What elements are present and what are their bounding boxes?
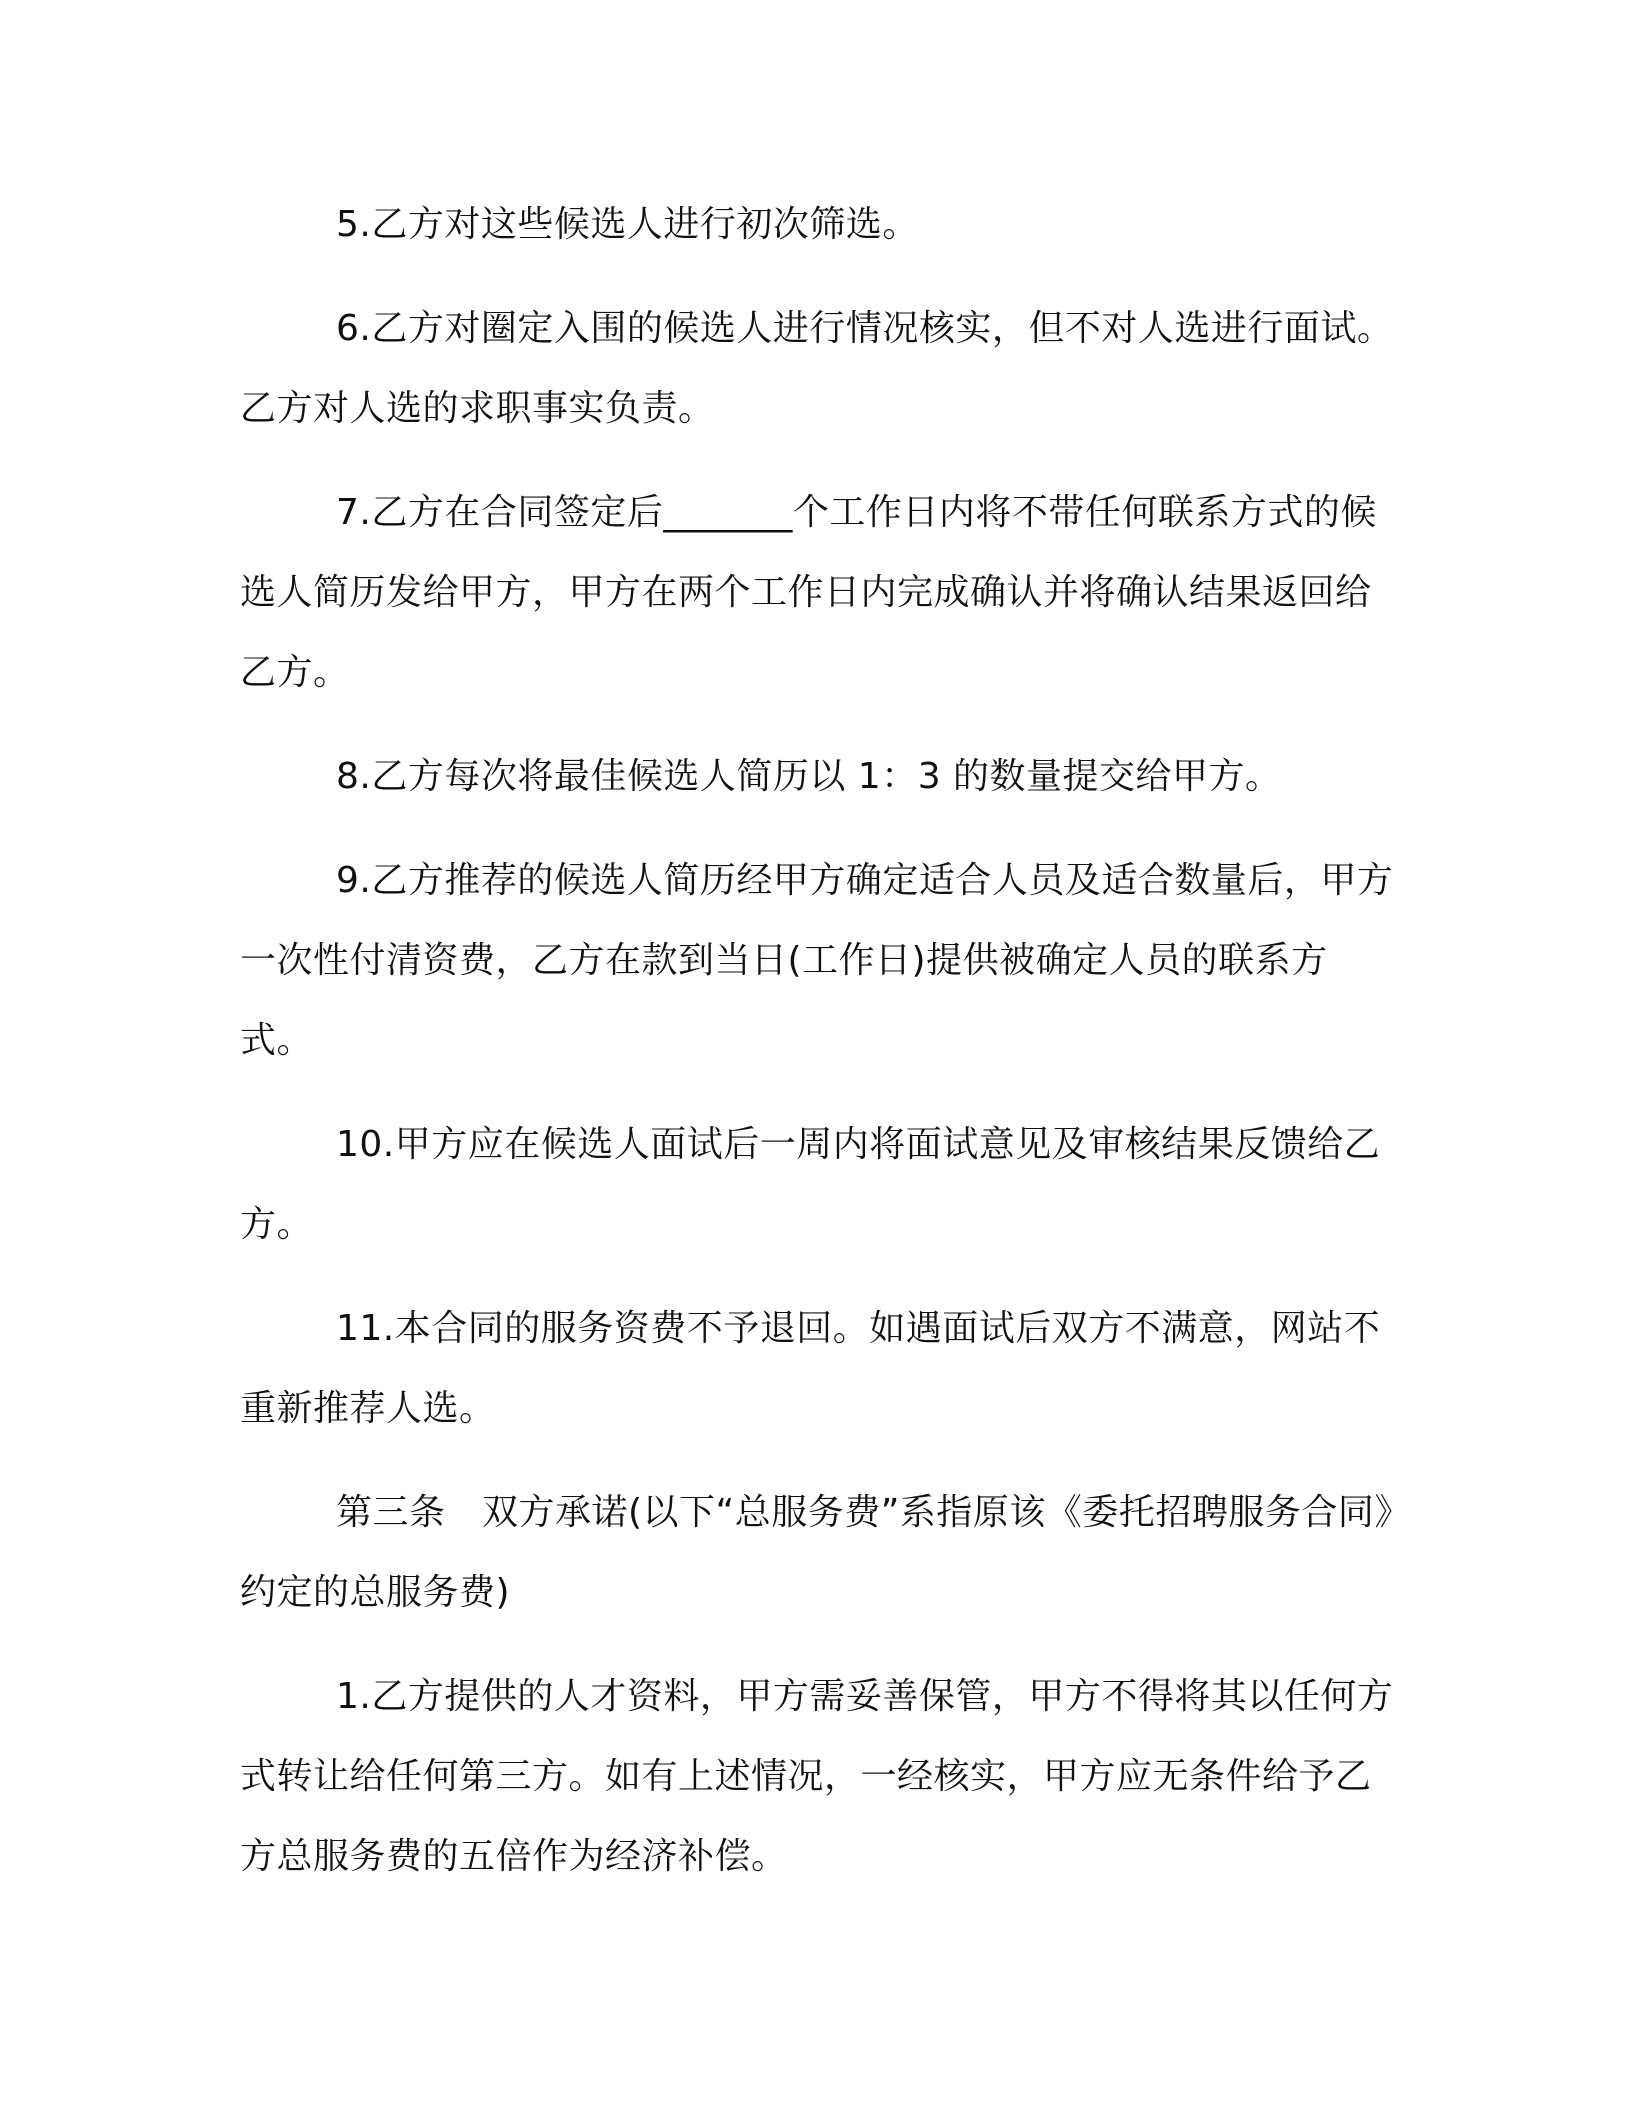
article-3-heading: 第三条 双方承诺(以下“总服务费”系指原该《委托招聘服务合同》约定的总服务费) — [240, 1492, 1393, 1613]
article-3-clause-1: 1.乙方提供的人才资料，甲方需妥善保管，甲方不得将其以任何方式转让给任何第三方。如有上述情况，一经核实，甲方应无条件给予乙方总服务费的五倍作为经济补偿。 — [240, 1676, 1394, 1877]
clause-10: 10.甲方应在候选人面试后一周内将面试意见及审核结果反馈给乙方。 — [240, 1124, 1381, 1245]
document-body — [240, 185, 1400, 1921]
clause-7: 7.乙方在合同签定后_______个工作日内将不带任何联系方式的候选人简历发给甲方，甲方在两个工作日内完成确认并将确认结果返回给乙方。 — [240, 492, 1377, 693]
clause-11: 11.本合同的服务资费不予退回。如遇面试后双方不满意，网站不重新推荐人选。 — [240, 1308, 1381, 1429]
clause-8: 8.乙方每次将最佳候选人简历以 1：3 的数量提交给甲方。 — [336, 756, 1282, 797]
clause-6: 6.乙方对圈定入围的候选人进行情况核实，但不对人选进行面试。乙方对人选的求职事实负责。 — [240, 308, 1394, 429]
clause-9: 9.乙方推荐的候选人简历经甲方确定适合人员及适合数量后，甲方一次性付清资费，乙方在款到当日(工作日)提供被确定人员的联系方式。 — [240, 860, 1394, 1061]
clause-5: 5.乙方对这些候选人进行初次筛选。 — [336, 204, 919, 245]
